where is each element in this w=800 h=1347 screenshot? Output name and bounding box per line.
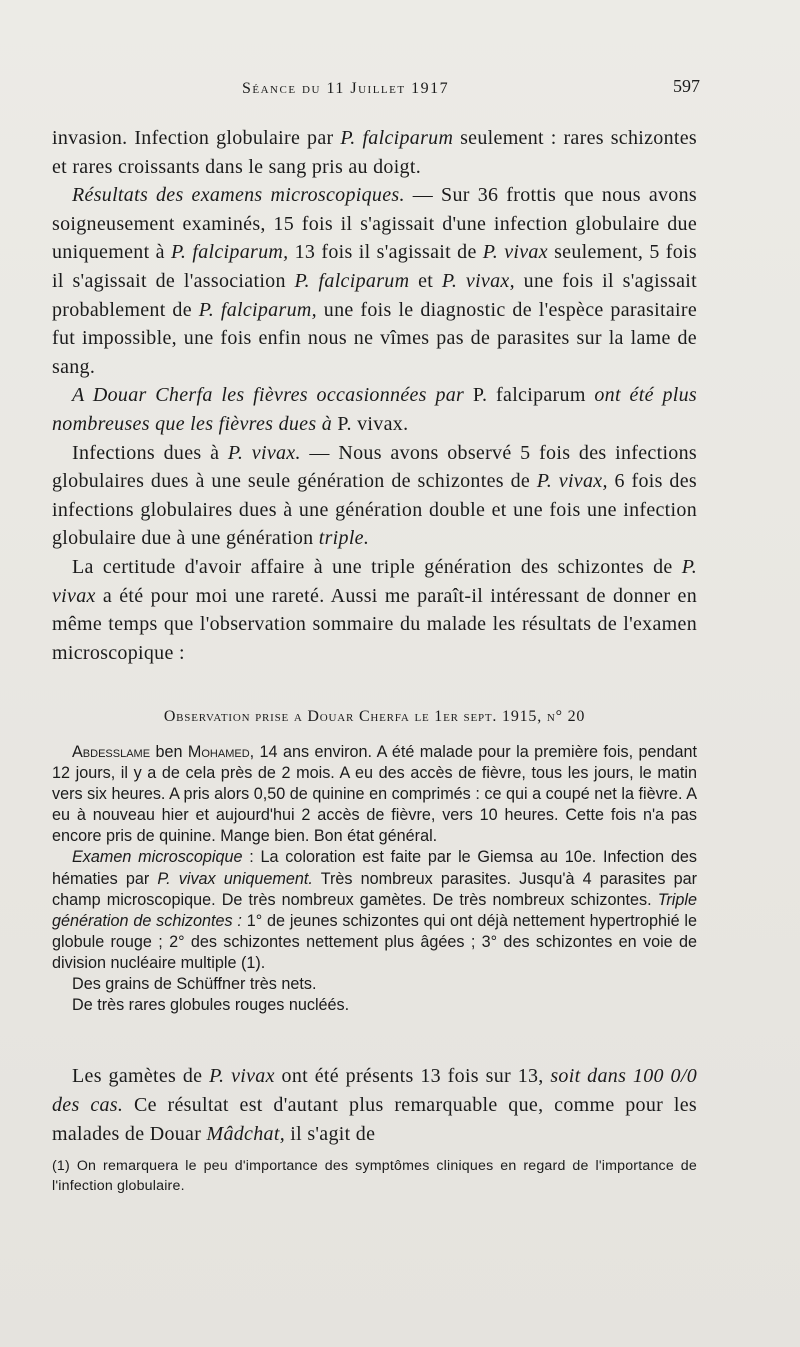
paragraph-douar-cherfa: A Douar Cherfa les fièvres occasionnées par P. falciparum ont été plus nombreuses que les fièvres dues à P. vivax. [52, 384, 697, 435]
observation-nucleated: De très rares globules rouges nucléés. [72, 996, 350, 1015]
paragraph-certitude: La certitude d'avoir affaire à une triple génération des schizontes de P. vivax a été pour moi une rareté. Aussi me paraît-il intéressant de donner en même temps que l'observation sommaire du malade les résultats de l'examen microscopique : [52, 555, 697, 664]
paragraph-gametes: Les gamètes de P. vivax ont été présents 13 fois sur 13, soit dans 100 0/0 des cas. Ce résultat est d'autant plus remarquable que, comme pour les malades de Douar Mâdchat, il s'agit de [52, 1065, 697, 1145]
observation-title: Observation prise a Douar Cherfa le 1er sept. 1915, n° 20 [163, 708, 586, 725]
observation-text [52, 742, 697, 1016]
main-text [52, 124, 697, 667]
paragraph-invasion: invasion. Infection globulaire par P. falciparum seulement : rares schizontes et rares croissants dans le sang pris au doigt. [52, 127, 697, 178]
paragraph-results: Résultats des examens microscopiques. — Sur 36 frottis que nous avons soigneusement examinés, 15 fois il s'agissait d'une infection globulaire due uniquement à P. falciparum, 13 fois il s'agissait de P. vivax seulement, 5 fois il s'agissait de l'association P. falciparum et P. vivax, une fois il s'agissait probablement de P. falciparum, une fois le diagnostic de l'espèce parasitaire fut impossible, une fois enfin nous ne vîmes pas de parasites sur la lame de sang. [52, 184, 698, 378]
observation-schuffner: Des grains de Schüffner très nets. [72, 975, 317, 994]
observation-history: Abdesslame ben Mohamed, 14 ans environ. A été malade pour la première fois, pendant 12 jours, il y a de cela près de 2 mois. A eu des accès de fièvre, tous les jours, le matin vers six heures. A pris alors 0,50 de quinine en comprimés : ce qui a coupé net la fièvre. A eu à nouveau hier et aujourd'hui 2 accès de fièvre, vers 10 heures. Cette fois n'a pas encore pris de quinine. Mange bien. Bon état général. [52, 743, 697, 846]
running-title: Séance du 11 Juillet 1917 [242, 80, 450, 97]
paragraph-vivax-infections: Infections dues à P. vivax. — Nous avons observé 5 fois des infections globulaires dues à une seule génération de schizontes de P. vivax, 6 fois des infections globulaires dues à une génération double et une fois une infection globulaire due à une génération triple. [52, 441, 697, 550]
footnote: (1) On remarquera le peu d'importance des symptômes cliniques en regard de l'importance de l'infection globulaire. [52, 1158, 697, 1194]
page-number: 597 [673, 76, 700, 96]
closing-text [52, 1062, 697, 1149]
page-header [52, 76, 700, 104]
observation-exam: Examen microscopique : La coloration est faite par le Giemsa au 10e. Infection des hématies par P. vivax uniquement. Très nombreux parasites. Jusqu'à 4 parasites par champ microscopique. De très nombreux gamètes. De très nombreux schizontes. Triple génération de schizontes : 1° de jeunes schizontes qui ont déjà nettement hypertrophié le globule rouge ; 2° des schizontes nettement plus âgées ; 3° des schizontes en voie de division nucléaire multiple (1). [52, 848, 698, 972]
